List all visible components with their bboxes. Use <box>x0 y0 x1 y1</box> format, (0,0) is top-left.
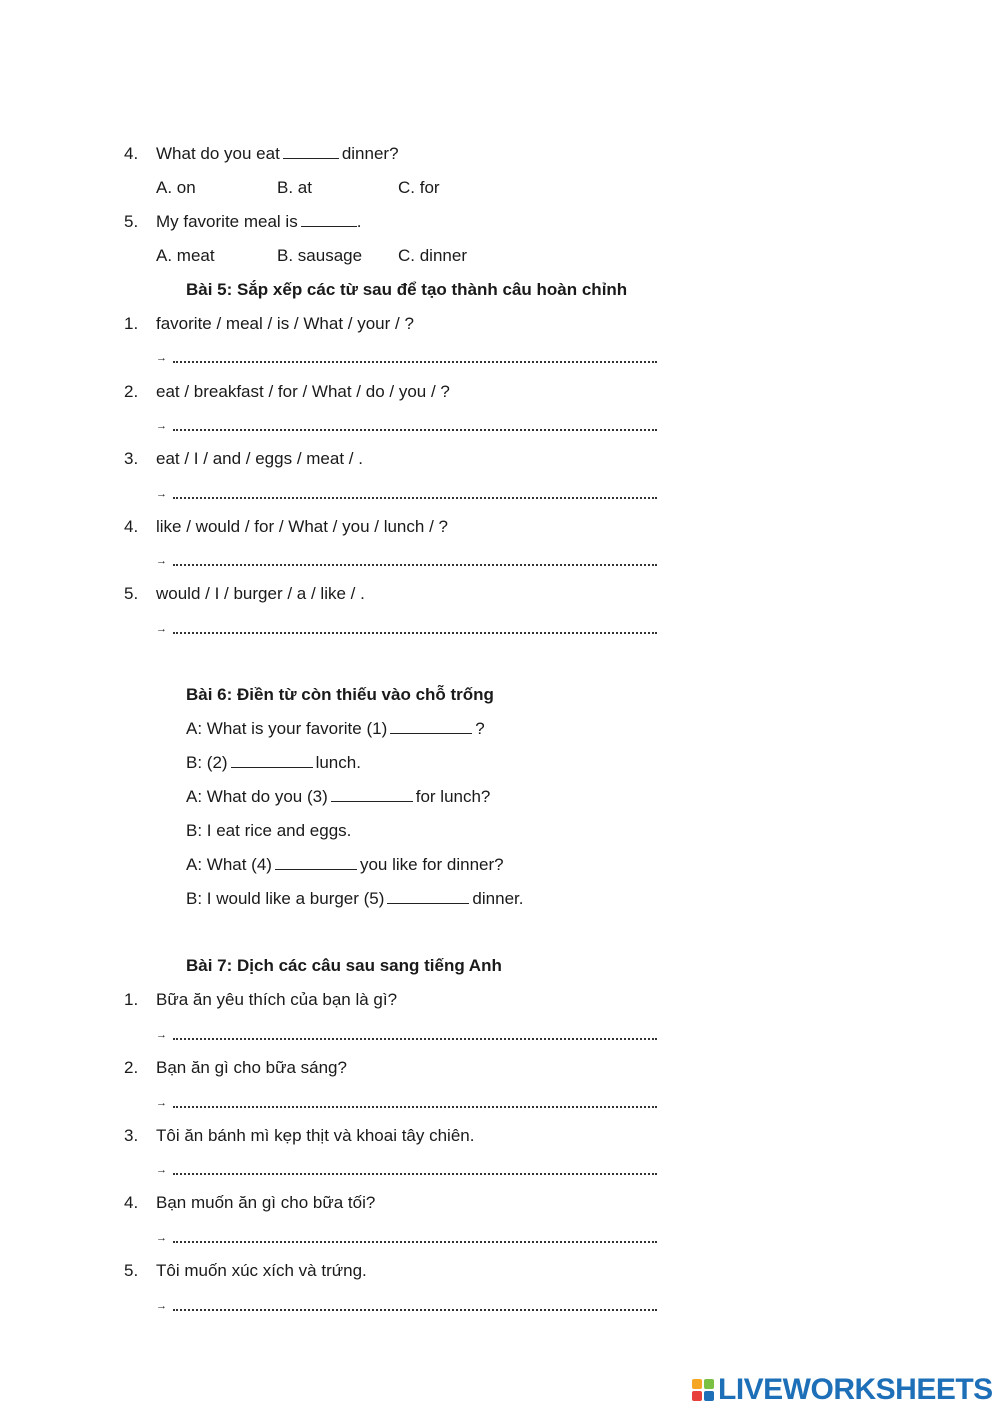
scrambled-sentence: favorite / meal / is / What / your / ? <box>156 314 414 333</box>
logo-text: LIVEWORKSHEETS <box>718 1373 993 1406</box>
dotted-answer-field[interactable] <box>173 347 657 363</box>
exercise-6-heading: Bài 6: Điền từ còn thiếu vào chỗ trống <box>186 685 494 704</box>
answer-line[interactable] <box>156 1293 657 1317</box>
arrow-icon: → <box>156 1300 167 1312</box>
question-text-before: What do you eat <box>156 144 280 163</box>
scrambled-sentence: eat / I / and / eggs / meat / . <box>156 449 363 468</box>
option-a[interactable]: A. on <box>156 178 196 197</box>
option-b[interactable]: B. at <box>277 178 312 197</box>
vietnamese-sentence: Bữa ăn yêu thích của bạn là gì? <box>156 990 398 1009</box>
vietnamese-sentence: Tôi muốn xúc xích và trứng. <box>156 1261 367 1280</box>
item-number: 5. <box>124 1261 139 1280</box>
answer-line[interactable] <box>156 1022 657 1046</box>
vietnamese-sentence: Bạn muốn ăn gì cho bữa tối? <box>156 1193 376 1212</box>
item-number: 1. <box>124 314 139 333</box>
question-4-text <box>156 143 399 165</box>
answer-blank[interactable] <box>301 212 357 227</box>
fill-blank-4[interactable] <box>275 855 357 870</box>
question-5-text <box>156 211 361 233</box>
scrambled-sentence: eat / breakfast / for / What / do / you / ? <box>156 382 450 401</box>
dialogue-text: you like for dinner? <box>359 855 504 874</box>
item-number: 2. <box>124 382 139 401</box>
dotted-answer-field[interactable] <box>173 550 657 566</box>
answer-line[interactable] <box>156 413 657 437</box>
answer-line[interactable] <box>156 1225 657 1249</box>
fill-blank-1[interactable] <box>390 719 472 734</box>
answer-line[interactable] <box>156 1157 657 1181</box>
question-text-before: My favorite meal is <box>156 212 298 231</box>
dialogue-line <box>186 786 490 808</box>
question-5-options <box>156 245 519 267</box>
arrow-icon: → <box>156 1097 167 1109</box>
fill-blank-3[interactable] <box>331 787 413 802</box>
dialogue-text: A: What do you (3) <box>186 787 328 806</box>
item-number: 3. <box>124 1126 139 1145</box>
dialogue-text: A: What is your favorite (1) <box>186 719 388 738</box>
dialogue-line <box>186 854 504 876</box>
dotted-answer-field[interactable] <box>173 415 657 431</box>
answer-blank[interactable] <box>283 144 339 159</box>
answer-line[interactable] <box>156 1090 657 1114</box>
item-number: 4. <box>124 1193 139 1212</box>
option-c[interactable]: C. for <box>398 178 440 197</box>
fill-blank-2[interactable] <box>231 753 313 768</box>
vietnamese-sentence: Tôi ăn bánh mì kẹp thịt và khoai tây chiên. <box>156 1126 475 1145</box>
arrow-icon: → <box>156 1232 167 1244</box>
dotted-answer-field[interactable] <box>173 618 657 634</box>
arrow-icon: → <box>156 555 167 567</box>
dialogue-text: lunch. <box>315 753 361 772</box>
dotted-answer-field[interactable] <box>173 1227 657 1243</box>
liveworksheets-logo-icon <box>692 1379 714 1401</box>
dialogue-line <box>186 752 361 774</box>
arrow-icon: → <box>156 623 167 635</box>
item-number: 5. <box>124 584 139 603</box>
question-text-after: dinner? <box>341 144 399 163</box>
arrow-icon: → <box>156 420 167 432</box>
item-number: 2. <box>124 1058 139 1077</box>
dotted-answer-field[interactable] <box>173 483 657 499</box>
arrow-icon: → <box>156 352 167 364</box>
answer-line[interactable] <box>156 481 657 505</box>
dialogue-line <box>186 718 485 740</box>
dialogue-text: ? <box>475 719 485 738</box>
arrow-icon: → <box>156 488 167 500</box>
answer-line[interactable] <box>156 548 657 572</box>
dialogue-text: B: I would like a burger (5) <box>186 889 385 908</box>
arrow-icon: → <box>156 1164 167 1176</box>
option-a[interactable]: A. meat <box>156 246 215 265</box>
item-number: 3. <box>124 449 139 468</box>
dotted-answer-field[interactable] <box>173 1092 657 1108</box>
question-text-after: . <box>356 212 362 231</box>
exercise-7-heading: Bài 7: Dịch các câu sau sang tiếng Anh <box>186 956 502 975</box>
dotted-answer-field[interactable] <box>173 1024 657 1040</box>
exercise-5-heading: Bài 5: Sắp xếp các từ sau để tạo thành câu hoàn chỉnh <box>186 280 628 299</box>
dotted-answer-field[interactable] <box>173 1295 657 1311</box>
option-b[interactable]: B. sausage <box>277 246 363 265</box>
dialogue-line <box>186 888 523 910</box>
dialogue-line <box>186 820 351 842</box>
arrow-icon: → <box>156 1029 167 1041</box>
question-number: 4. <box>124 144 139 163</box>
dialogue-text: B: (2) <box>186 753 228 772</box>
fill-blank-5[interactable] <box>387 889 469 904</box>
dialogue-text: B: I eat rice and eggs. <box>186 821 352 840</box>
option-c[interactable]: C. dinner <box>398 246 467 265</box>
scrambled-sentence: would / I / burger / a / like / . <box>156 584 365 603</box>
item-number: 1. <box>124 990 139 1009</box>
question-number: 5. <box>124 212 139 231</box>
vietnamese-sentence: Bạn ăn gì cho bữa sáng? <box>156 1058 347 1077</box>
question-4-options <box>156 177 519 199</box>
dialogue-text: A: What (4) <box>186 855 272 874</box>
dialogue-text: dinner. <box>472 889 524 908</box>
answer-line[interactable] <box>156 616 657 640</box>
answer-line[interactable] <box>156 345 657 369</box>
dotted-answer-field[interactable] <box>173 1159 657 1175</box>
dialogue-text: for lunch? <box>415 787 491 806</box>
item-number: 4. <box>124 517 139 536</box>
liveworksheets-logo[interactable] <box>692 1373 993 1406</box>
scrambled-sentence: like / would / for / What / you / lunch / ? <box>156 517 448 536</box>
